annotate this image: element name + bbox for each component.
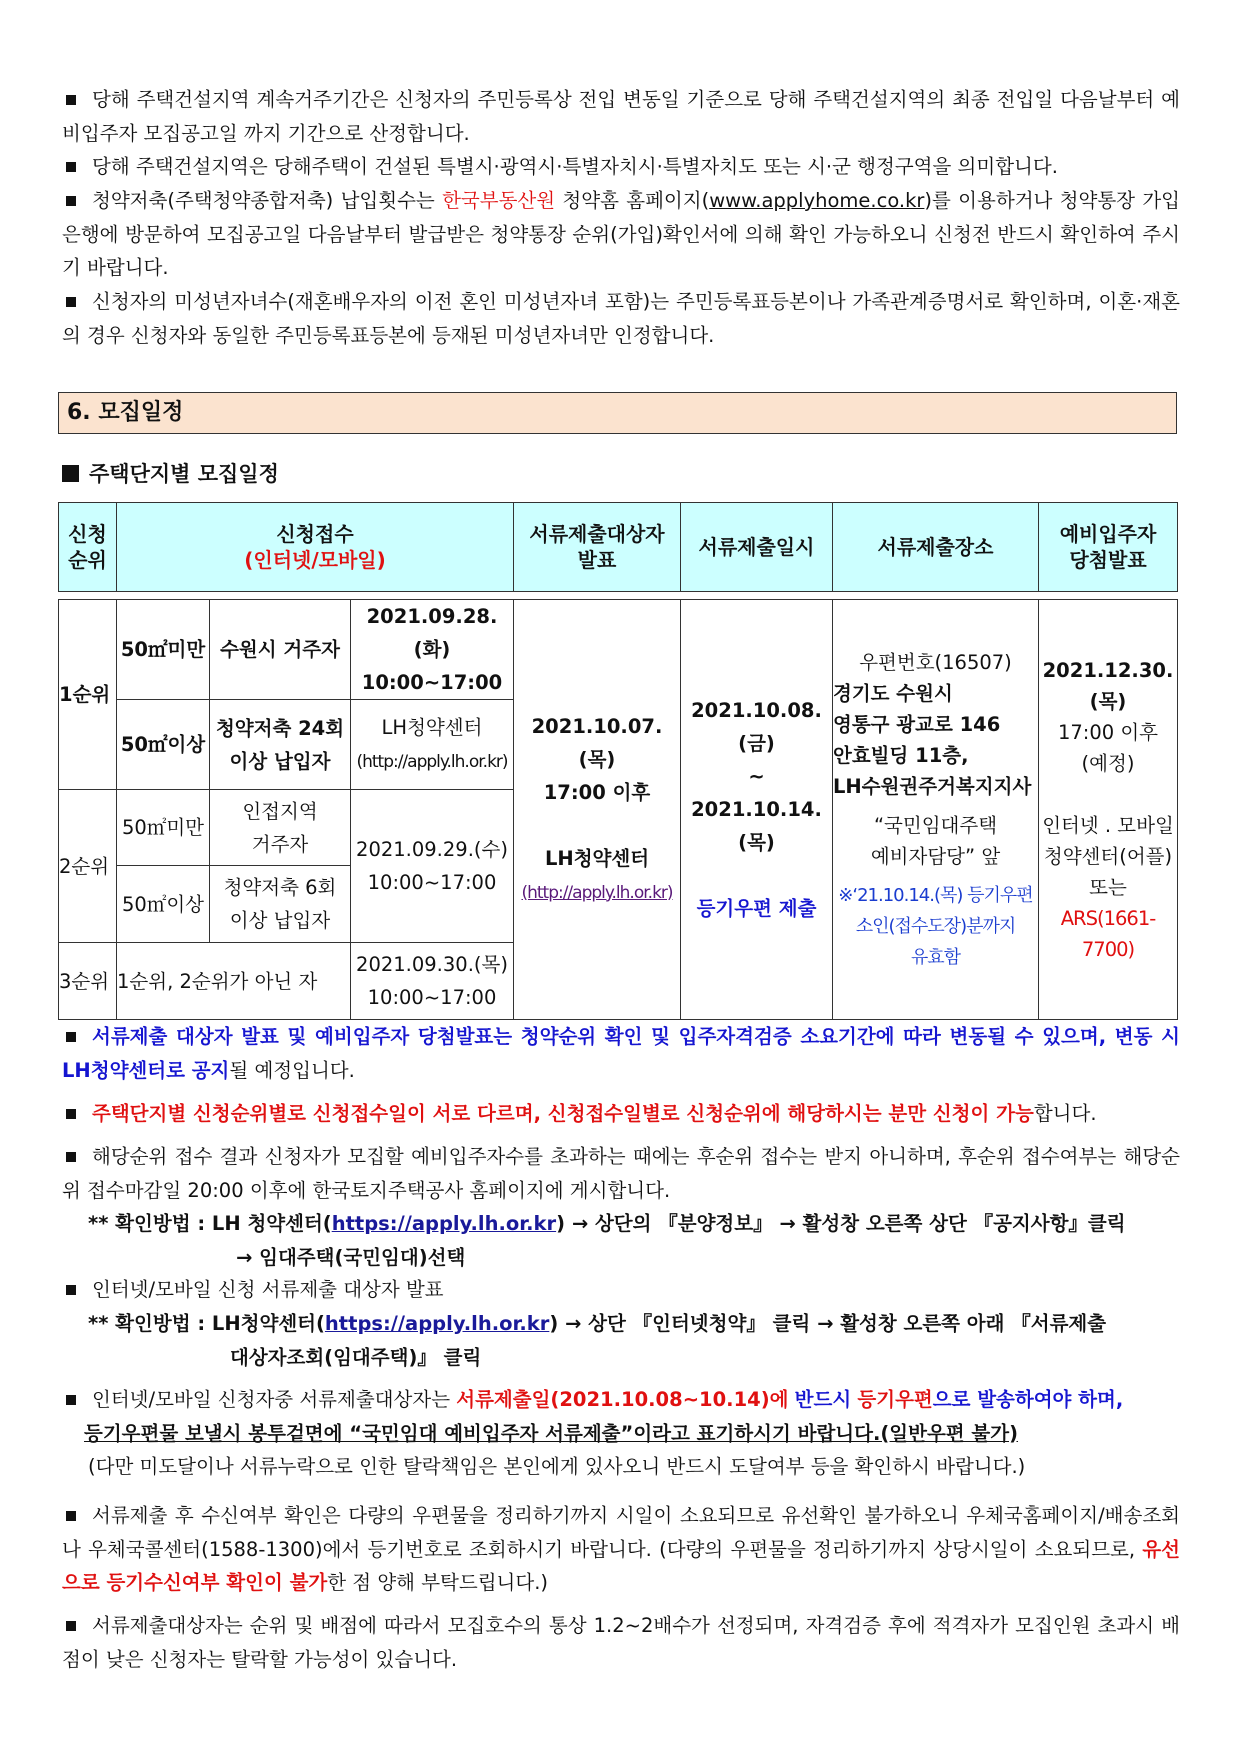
condition-cell: 1순위, 2순위가 아닌 자 <box>117 943 351 1020</box>
bullet-text: 청약홈 홈페이지( <box>555 189 710 212</box>
schedule-table-header <box>58 502 1178 592</box>
note-2 <box>62 1097 1180 1131</box>
section-title: 6. 모집일정 <box>58 392 1177 434</box>
intro-bullet-2 <box>62 150 1180 184</box>
lh-link[interactable]: https://apply.lh.or.kr <box>324 1312 550 1335</box>
note-5: 인터넷/모바일 신청자중 서류제출대상자는 서류제출일(2021.10.08~10.14)에 반드시 등기우편으로 발송하여야 하며, 등기우편물 보낼시 봉투겉면에 “국민임대 예비입주자 서류제출”이라고 표기하시기 바랍니다.(일반우편 불가) (다만 미도달이나 서류누락으로 인한 탈락책임은 본인에게 있사오니 반드시 도달여부 등을 확인하시 바랍니다.) <box>62 1383 1180 1484</box>
note-text: 서류제출 대상자 발표 및 예비입주자 당첨발표는 청약순위 확인 및 입주자격검증 소요기간에 따라 변동될 수 있으며, 변동 시 LH청약센터로 공지 <box>62 1025 1180 1082</box>
bullet-text: 청약저축(주택청약종합저축) 납입횟수는 <box>92 189 443 212</box>
note-1 <box>62 1020 1180 1087</box>
condition-cell: 청약저축 24회 이상 납입자 <box>210 700 351 790</box>
schedule-table <box>58 599 1178 1020</box>
header-winner: 예비입주자 당첨발표 <box>1039 503 1178 592</box>
note-text: 서류제출대상자는 순위 및 배점에 따라서 모집호수의 통상 1.2~2배수가 선정되며, 자격검증 후에 적격자가 모집인원 초과시 배점이 낮은 신청자는 탈락할 가능성이 있습니다. <box>62 1614 1180 1671</box>
highlight-agency: 한국부동산원 <box>442 189 556 212</box>
intro-bullet-3 <box>62 184 1180 285</box>
bullet-text: 신청자의 미성년자녀수(재혼배우자의 이전 혼인 미성년자녀 포함)는 주민등록표등본이나 가족관계증명서로 확인하며, 이혼·재혼의 경우 신청자와 동일한 주민등록표등본에 등재된 미성년자녀만 인정합니다. <box>62 290 1180 347</box>
bullet-icon <box>66 1109 76 1119</box>
rank2-date: 2021.09.29.(수) 10:00~17:00 <box>351 790 514 943</box>
bullet-icon <box>66 95 76 105</box>
intro-bullet-1 <box>62 83 1180 150</box>
winner-cell: 2021.12.30.(목) 17:00 이후 (예정) 인터넷 . 모바일 청약센터(어플) 또는 ARS(1661-7700) <box>1039 600 1178 1020</box>
rank1-center: LH청약센터 (http://apply.lh.or.kr) <box>351 700 514 790</box>
note-6: 서류제출 후 수신여부 확인은 다량의 우편물을 정리하기까지 시일이 소요되므로 유선확인 불가하오니 우체국홈페이지/배송조회나 우체국콜센터(1588-1300)에서 등기번호로 조회하시기 바랍니다. (다량의 우편물을 정리하기까지 상당시일이 소요되므로, 유선으로 등기수신여부 확인이 불가한 점 양해 부탁드립니다.) <box>62 1504 1180 1594</box>
bullet-text: 당해 주택건설지역은 당해주택이 건설된 특별시·광역시·특별자치시·특별자치도 또는 시·군 행정구역을 의미합니다. <box>92 155 1058 178</box>
bullet-icon <box>66 1395 76 1405</box>
doc-date-cell: 2021.10.08.(금) ~ 2021.10.14.(목) 등기우편 제출 <box>681 600 833 1020</box>
square-bullet-icon <box>62 465 79 482</box>
bullet-icon <box>66 162 76 172</box>
header-doc-target: 서류제출대상자 발표 <box>514 503 681 592</box>
header-rank: 신청 순위 <box>59 503 117 592</box>
size-cell: 50㎡이상 <box>117 700 210 790</box>
condition-cell: 인접지역 거주자 <box>210 790 351 866</box>
note-7 <box>62 1609 1180 1676</box>
rank3-date: 2021.09.30.(목) 10:00~17:00 <box>351 943 514 1020</box>
subheading <box>62 458 279 488</box>
size-cell: 50㎡미만 <box>117 600 210 700</box>
condition-cell: 수원시 거주자 <box>210 600 351 700</box>
note-text: 인터넷/모바일 신청 서류제출 대상자 발표 <box>92 1278 444 1301</box>
applyhome-link[interactable]: www.applyhome.co.kr <box>709 189 925 212</box>
note-text: 될 예정입니다. <box>229 1058 355 1082</box>
header-doc-date: 서류제출일시 <box>681 503 833 592</box>
bullet-text: )를 이용하거나 청약통장 가입은행에 방문하여 모집공고일 다음날부터 발급받은 청약통장 순위(가입)확인서에 의해 확인 가능하오니 신청전 반드시 확인하여 주시기 바랍니다. <box>62 189 1181 279</box>
rank-1: 1순위 <box>59 600 117 790</box>
rank1-date: 2021.09.28.(화) 10:00~17:00 <box>351 600 514 700</box>
rank-2: 2순위 <box>59 790 117 943</box>
lh-link[interactable]: https://apply.lh.or.kr <box>331 1212 557 1235</box>
note-text: 주택단지별 신청순위별로 신청접수일이 서로 다르며, 신청접수일별로 신청순위에 해당하시는 분만 신청이 가능 <box>92 1102 1034 1125</box>
bullet-icon <box>66 1621 76 1631</box>
note-text: 합니다. <box>1033 1102 1097 1125</box>
bullet-icon <box>66 1032 76 1042</box>
subheading-text: 주택단지별 모집일정 <box>89 462 279 486</box>
bullet-icon <box>66 297 76 307</box>
doc-target-cell: 2021.10.07.(목) 17:00 이후 LH청약센터 (http://apply.lh.or.kr) <box>514 600 681 1020</box>
doc-place-cell: 우편번호(16507) 경기도 수원시 영통구 광교로 146 안효빌딩 11층, LH수원권주거복지지사 “국민임대주택 예비자담당” 앞 ※‘21.10.14.(목) 등기우편 소인(접수도장)분까지 유효함 <box>833 600 1039 1020</box>
bullet-icon <box>66 196 76 206</box>
note-3 <box>62 1140 1180 1207</box>
bullet-icon <box>66 1152 76 1162</box>
bullet-icon <box>66 1511 76 1521</box>
header-apply: 신청접수 (인터넷/모바일) <box>117 503 514 592</box>
rank-3: 3순위 <box>59 943 117 1020</box>
note-4-how: ** 확인방법 : LH청약센터(https://apply.lh.or.kr) → 상단 『인터넷청약』 클릭 → 활성창 오른쪽 아래 『서류제출 대상자조회(임대주택)』 클릭 <box>88 1312 1107 1369</box>
bullet-text: 당해 주택건설지역 계속거주기간은 신청자의 주민등록상 전입 변동일 기준으로 당해 주택건설지역의 최종 전입일 다음날부터 예비입주자 모집공고일 까지 기간으로 산정합니다. <box>62 88 1180 145</box>
header-doc-place: 서류제출장소 <box>833 503 1039 592</box>
note-3-how: ** 확인방법 : LH 청약센터(https://apply.lh.or.kr) → 상단의 『분양정보』 → 활성창 오른쪽 상단 『공지사항』클릭 → 임대주택(국민임대)선택 <box>88 1212 1126 1269</box>
condition-cell: 청약저축 6회 이상 납입자 <box>210 866 351 943</box>
intro-bullet-4 <box>62 285 1180 352</box>
note-4 <box>62 1273 1180 1307</box>
apply-link[interactable]: (http://apply.lh.or.kr) <box>521 882 673 903</box>
size-cell: 50㎡미만 <box>117 790 210 866</box>
bullet-icon <box>66 1285 76 1295</box>
size-cell: 50㎡이상 <box>117 866 210 943</box>
note-text: 해당순위 접수 결과 신청자가 모집할 예비입주자수를 초과하는 때에는 후순위 접수는 받지 아니하며, 후순위 접수여부는 해당순위 접수마감일 20:00 이후에 한국토지주택공사 홈페이지에 게시합니다. <box>62 1145 1180 1202</box>
